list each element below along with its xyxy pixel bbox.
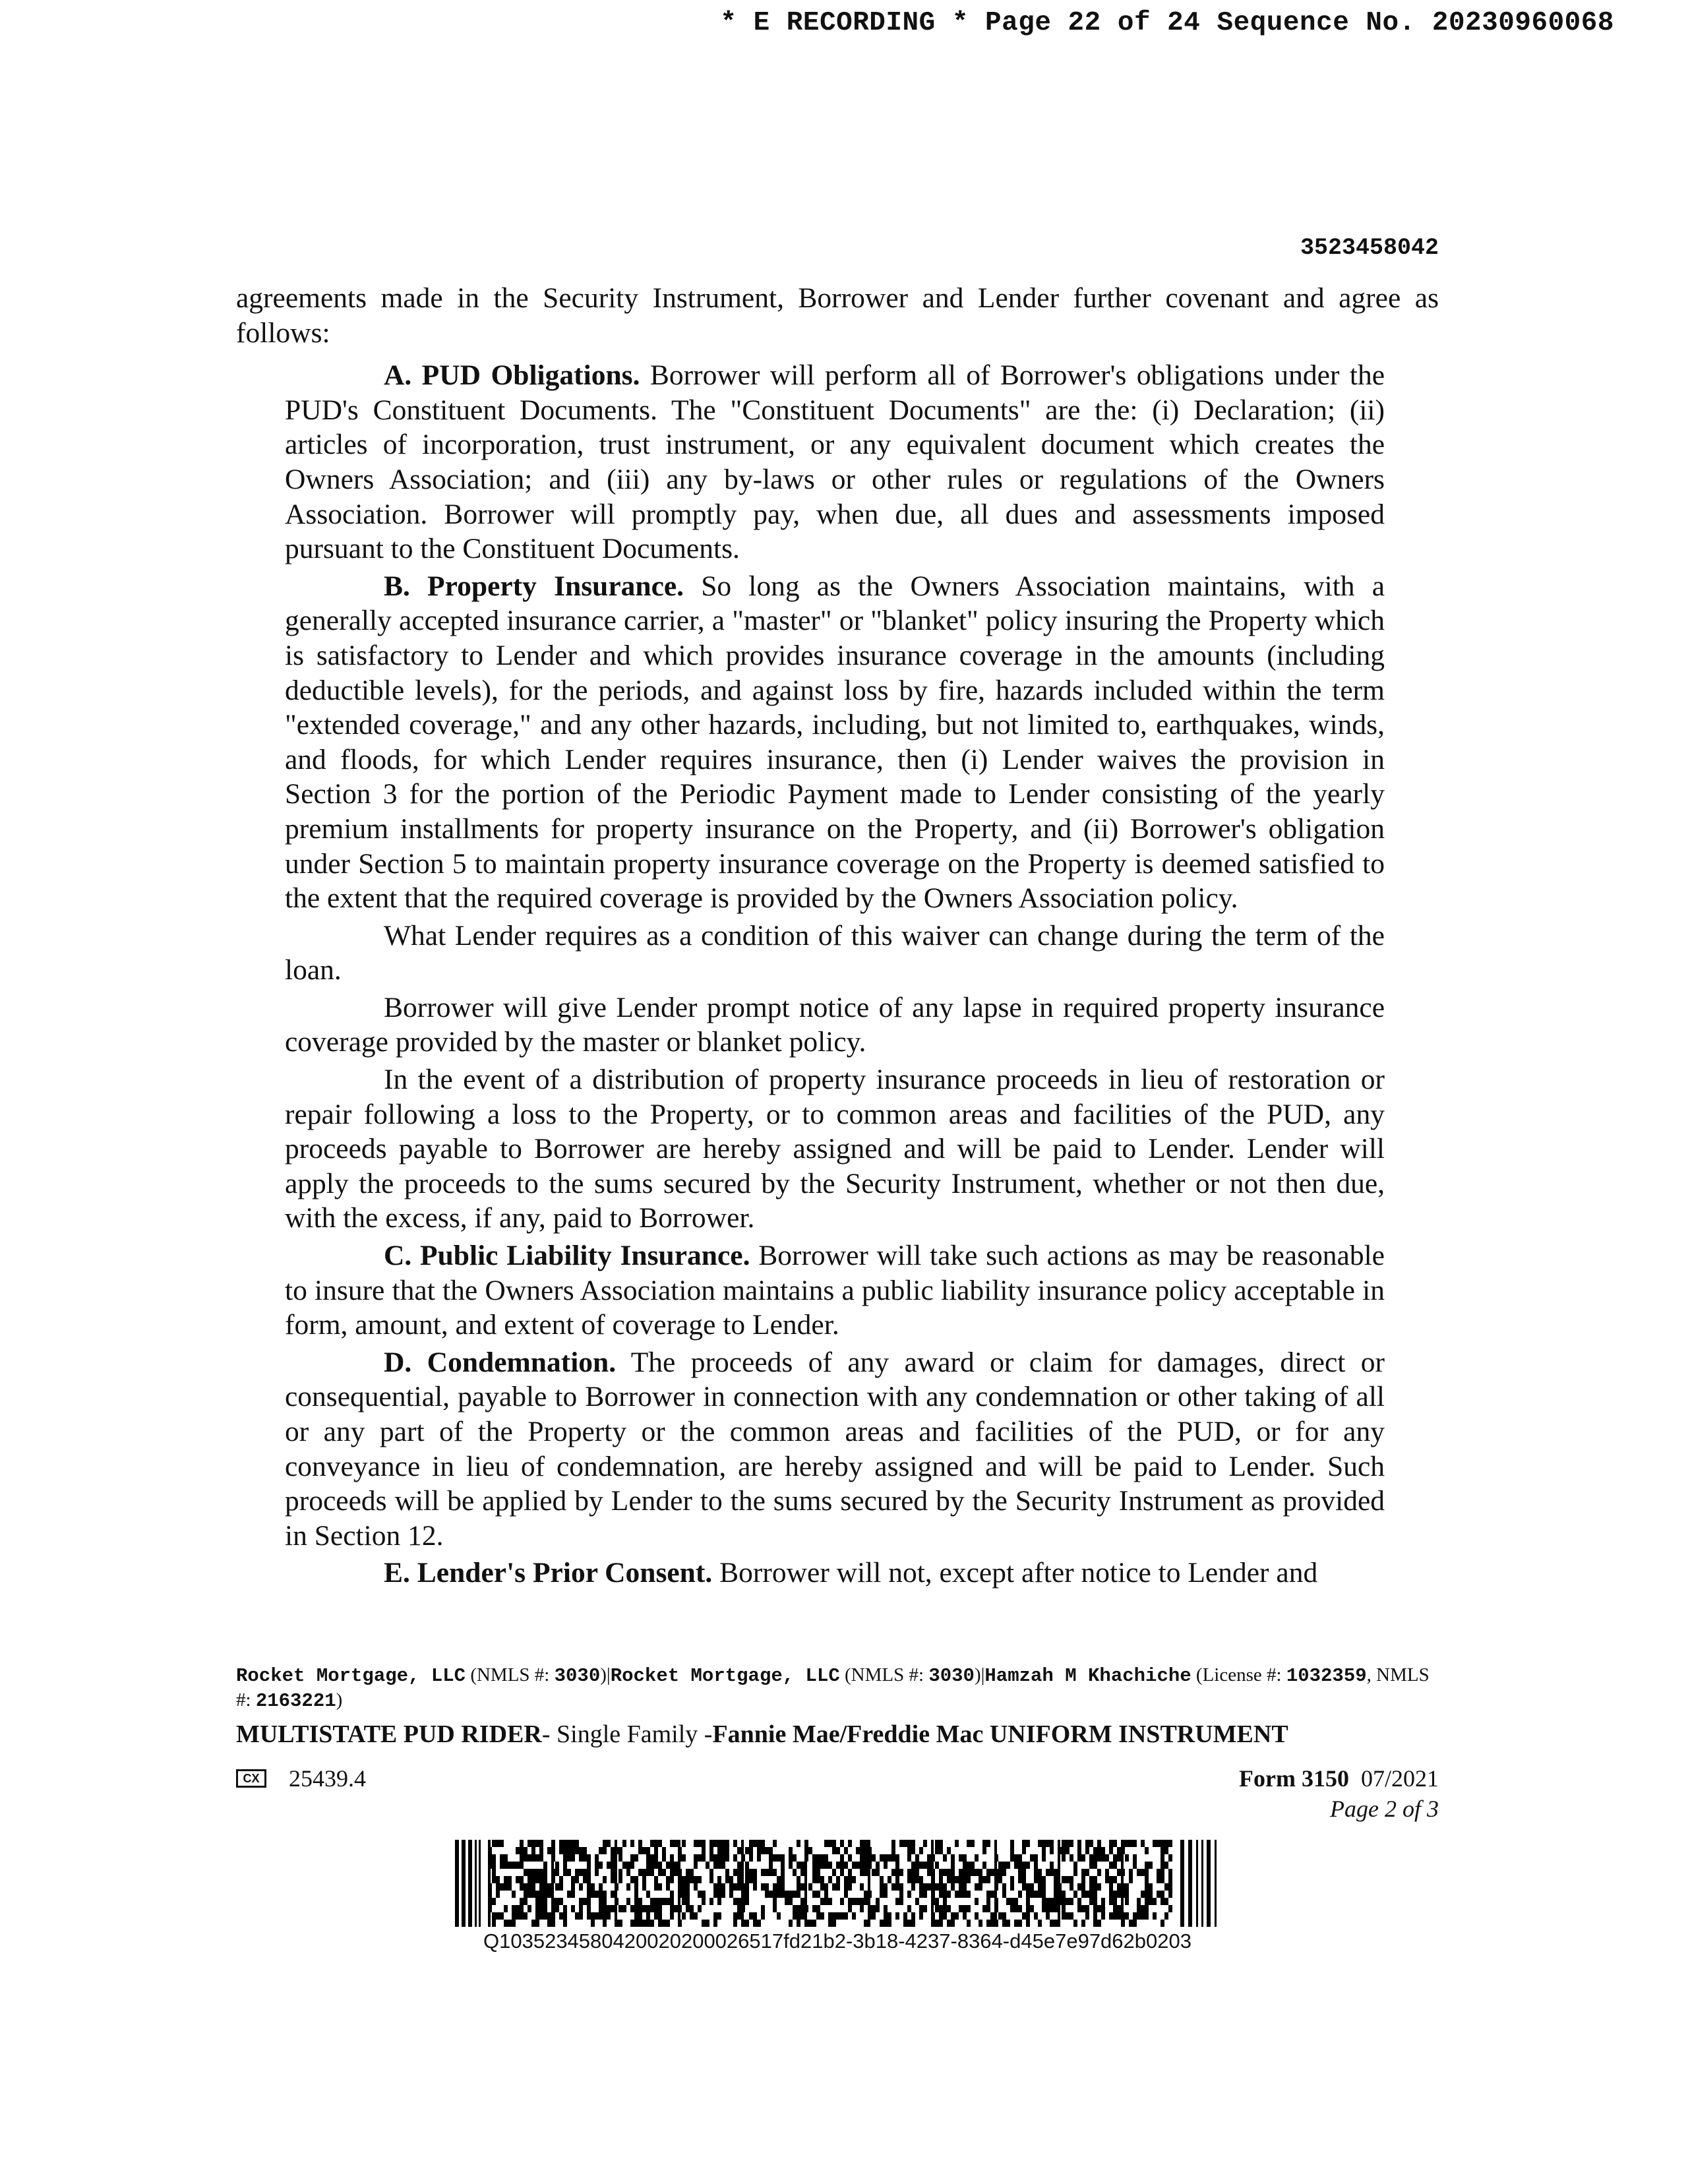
nmls-label: (NMLS #: [466,1664,555,1685]
loan-originator-info [236,1663,1436,1713]
section-heading: B. Property Insurance. [384,570,684,602]
doc-code: 25439.4 [289,1765,366,1792]
license-number: 1032359 [1286,1665,1367,1687]
section-text: What Lender requires as a condition of this waiver can change during the term of the loan. [285,919,1385,986]
intro-paragraph: agreements made in the Security Instrument, Borrower and Lender further covenant and agree as follows: [236,282,1439,349]
section-d-paragraph [285,1345,1385,1554]
separator: ) [336,1689,343,1711]
form-date: 07/2021 [1360,1765,1439,1792]
separator: )| [600,1664,611,1685]
recording-banner: * E RECORDING * Page 22 of 24 Sequence No. 20230960068 [720,8,1614,38]
section-text: Borrower will perform all of Borrower's obligations under the PUD's Constituent Documents. The "Constituent Documents" are the: (i) Declaration; (ii) articles of incorporation, trust instrument, or any equivalent document which creates the Owners Association; and (iii) any by-laws or other rules or regulations of the Owners Association. Borrower will promptly pay, when due, all dues and assessments imposed pursuant to the Constituent Documents. [285,359,1385,565]
nmls-label: , NMLS #: [236,1664,1430,1711]
nmls-number: 2163221 [255,1690,336,1712]
section-text: The proceeds of any award or claim for damages, direct or consequential, payable to Borrower in connection with any condemnation or other taking of all or any part of the Property or the common areas and facilities of the PUD, or for any conveyance in lieu of condemnation, are hereby assigned and will be paid to Lender. Such proceeds will be applied by Lender to the sums secured by the Security Instrument as provided in Section 12. [285,1346,1385,1552]
barcode-icon [455,1840,1220,1927]
section-heading: D. Condemnation. [384,1346,617,1378]
officer-name: Hamzah M Khachiche [984,1665,1191,1687]
section-heading: A. PUD Obligations. [384,359,640,392]
section-heading: C. Public Liability Insurance. [384,1240,750,1272]
barcode-text: Q1035234580420020200026517fd21b2-3b18-4237-8364-d45e7e97d62b0203 [483,1929,1191,1953]
nmls-label: (NMLS #: [839,1664,929,1685]
section-text: Borrower will take such actions as may be reasonable to insure that the Owners Association maintains a public liability insurance policy acceptable in form, amount, and extent of coverage to Lender. [285,1240,1385,1341]
lapse-notice-paragraph [285,990,1385,1060]
form-label: Form 3150 [1239,1765,1349,1792]
section-text: Borrower will not, except after notice to Lender and [712,1557,1318,1589]
form-title [236,1720,1288,1749]
rider-body [236,281,1439,1593]
section-heading: E. Lender's Prior Consent. [384,1557,713,1589]
nmls-number: 3030 [928,1665,975,1687]
section-b-paragraph [285,569,1385,916]
cx-logo-icon: CX [236,1769,266,1788]
distribution-paragraph [285,1062,1385,1236]
section-text: So long as the Owners Association maintains, with a generally accepted insurance carrier, a "master" or "blanket" policy insuring the Property which is satisfactory to Lender and which provides insurance coverage in the amounts (including deductible levels), for the periods, and against loss by fire, hazards included within the term "extended coverage," and any other hazards, including, but not limited to, earthquakes, winds, and floods, for which Lender requires insurance, then (i) Lender waives the provision in Section 3 for the portion of the Periodic Payment made to Lender consisting of the yearly premium installments for property insurance on the Property, and (ii) Borrower's obligation under Section 5 to maintain property insurance coverage on the Property is deemed satisfied to the extent that the required coverage is provided by the Owners Association policy. [285,570,1385,915]
separator: )| [974,1664,985,1685]
section-text: In the event of a distribution of property insurance proceeds in lieu of restoration or repair following a loss to the Property, or to common areas and facilities of the PUD, any proceeds payable to Borrower are hereby assigned and will be paid to Lender. Lender will apply the proceeds to the sums secured by the Security Instrument, whether or not then due, with the excess, if any, paid to Borrower. [285,1064,1385,1234]
section-c-paragraph [285,1238,1385,1343]
form-number [1239,1765,1439,1792]
section-e-paragraph [285,1556,1385,1591]
lender-name: Rocket Mortgage, LLC [236,1665,466,1687]
section-text: Borrower will give Lender prompt notice of any lapse in required property insurance coverage provided by the master or blanket policy. [285,991,1385,1058]
page-number: Page 2 of 3 [1330,1796,1439,1822]
nmls-number: 3030 [554,1665,601,1687]
form-title-sub: - Single Family - [541,1720,713,1748]
lender-name: Rocket Mortgage, LLC [610,1665,840,1687]
form-title-main: MULTISTATE PUD RIDER [236,1720,542,1748]
doc-code-block [236,1765,366,1792]
license-label: (License #: [1191,1664,1286,1685]
loan-number: 3523458042 [1300,235,1439,261]
waiver-paragraph [285,919,1385,988]
section-a-paragraph [285,358,1385,566]
form-title-instrument: Fannie Mae/Freddie Mac UNIFORM INSTRUMENT [712,1720,1288,1748]
